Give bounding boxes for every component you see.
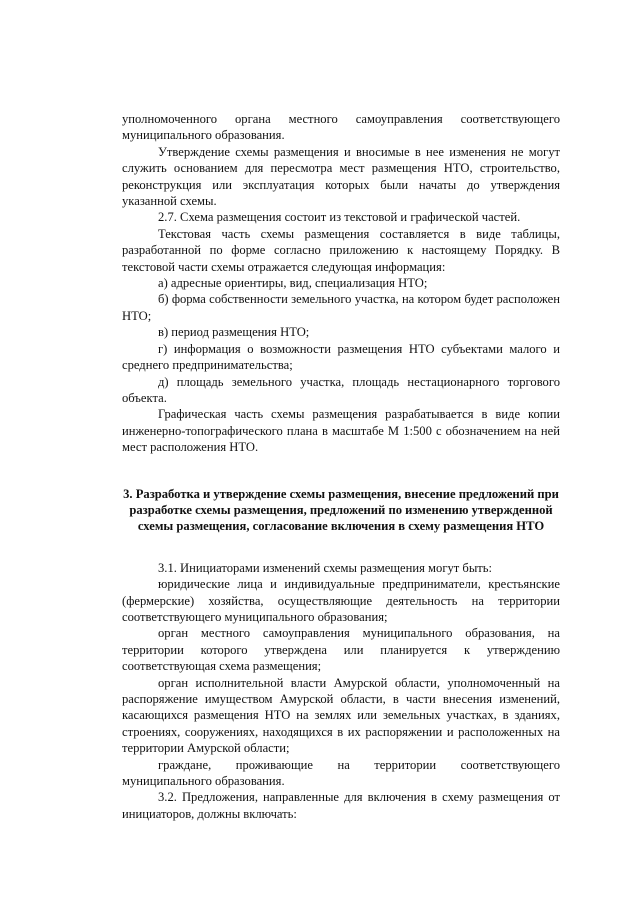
paragraph: 2.7. Схема размещения состоит из текстовой и графической частей. (158, 210, 521, 225)
paragraph: 3.2. Предложения, направленные для включения в схему размещения от инициаторов, должны включать: (122, 790, 560, 821)
list-item: орган исполнительной власти Амурской области, уполномоченный на распоряжение имуществом Амурской области, в части внесения изменений, касающихся размещения НТО на землях или земельных участках, в зданиях, строениях, сооружениях, находящихся в их распоряжении и расположенных на территории Амурской области; (122, 675, 560, 756)
list-item: граждане, проживающие на территории соответствующего муниципального образования. (122, 757, 560, 789)
document-body (122, 111, 560, 822)
list-item: орган местного самоуправления муниципального образования, на территории которого утверждена или планируется к утверждению соответствующая схема размещения; (122, 626, 560, 674)
paragraph: уполномоченного органа местного самоуправления соответствующего муниципального образования. (122, 112, 560, 143)
list-item: б) форма собственности земельного участка, на котором будет расположен НТО; (122, 292, 560, 323)
section-heading: 3. Разработка и утверждение схемы размещения, внесение предложений при разработке схемы размещения, предложений по изменению утвержденной схемы размещения, согласование включения в схему размещения НТО (123, 486, 559, 534)
paragraph: Графическая часть схемы размещения разрабатывается в виде копии инженерно-топографического плана в масштабе М 1:500 с обозначением на ней мест расположения НТО. (122, 407, 560, 455)
paragraph: 3.1. Инициаторами изменений схемы размещения могут быть: (158, 560, 493, 575)
list-item: д) площадь земельного участка, площадь нестационарного торгового объекта. (122, 374, 560, 405)
list-item: в) период размещения НТО; (158, 325, 310, 340)
paragraph: Текстовая часть схемы размещения составляется в виде таблицы, разработанной по форме согласно приложению к настоящему Порядку. В текстовой части схемы отражается следующая информация: (122, 226, 560, 274)
list-item: г) информация о возможности размещения НТО субъектами малого и среднего предпринимательства; (122, 341, 560, 373)
list-item: а) адресные ориентиры, вид, специализация НТО; (158, 276, 428, 291)
paragraph: Утверждение схемы размещения и вносимые в нее изменения не могут служить основанием для пересмотра мест размещения НТО, строительство, реконструкция или эксплуатация которых были начаты до утверждения указанной схемы. (122, 144, 560, 209)
list-item: юридические лица и индивидуальные предприниматели, крестьянские (фермерские) хозяйства, осуществляющие деятельность на территории соответствующего муниципального образования; (122, 577, 560, 624)
